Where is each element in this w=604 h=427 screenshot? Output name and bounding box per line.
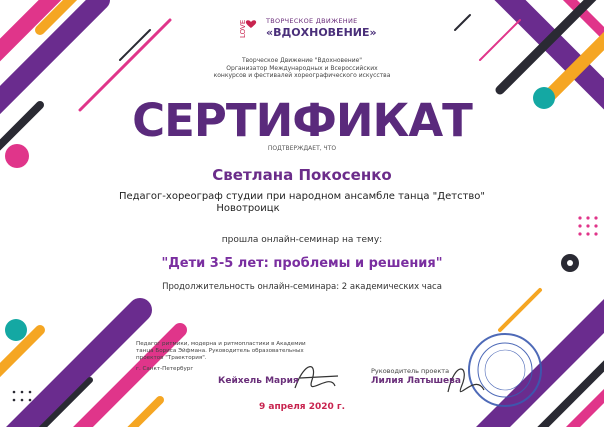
right-signer-role: Руководитель проекта <box>371 367 450 375</box>
svg-text:LOVE: LOVE <box>239 19 247 38</box>
left-signer-description: Педагог ритмики, модерна и ритмопластики в Академии танца Бориса Эйфмана. Руководитель образовательных проектов "Траектория". <box>136 341 306 361</box>
certificate-title: СЕРТИФИКАТ <box>132 94 472 147</box>
recipient-position: Педагог-хореограф студии при народном ансамбле танца "Детство" <box>118 191 486 202</box>
webinar-intro: прошла онлайн-семинар на тему: <box>221 235 383 245</box>
left-signature-scribble <box>295 367 338 388</box>
org-desc-line-3: конкурсов и фестивалей хореографического искусства <box>213 72 391 79</box>
issue-date: 9 апреля 2020 г. <box>258 402 346 412</box>
webinar-duration: Продолжительность онлайн-семинара: 2 академических часа <box>162 282 442 292</box>
right-signer-name: Лилия Латышева <box>371 376 461 386</box>
organization-name: «ВДОХНОВЕНИЕ» <box>266 26 377 39</box>
organization-top-line: ТВОРЧЕСКОЕ ДВИЖЕНИЕ <box>266 17 358 25</box>
stamp-seal <box>469 334 541 406</box>
webinar-topic: "Дети 3-5 лет: проблемы и решения" <box>161 256 443 271</box>
confirms-label: ПОДТВЕРЖДАЕТ, ЧТО <box>267 145 337 152</box>
left-signer-name: Кейхель Мария <box>218 376 299 386</box>
org-desc-line-1: Творческое Движение "Вдохновение" <box>241 57 363 64</box>
love-logo-icon <box>240 14 262 40</box>
organization-description <box>0 57 604 80</box>
left-signer-city: г. Санкт-Петербург <box>136 366 194 372</box>
teal-dot <box>5 319 27 341</box>
org-desc-line-2: Организатор Международных и Всероссийских <box>226 64 378 72</box>
recipient-name: Светлана Покосенко <box>212 166 392 184</box>
recipient-city: Новотроицк <box>216 203 280 214</box>
